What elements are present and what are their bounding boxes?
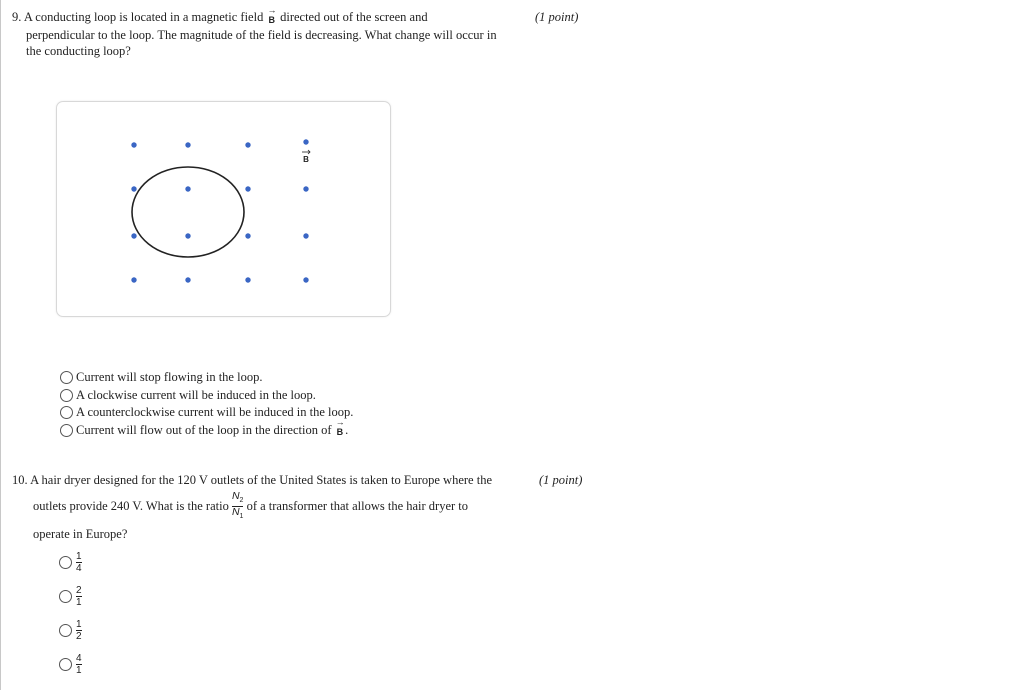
field-dot-icon	[245, 277, 250, 282]
q9-option-2-label: A clockwise current will be induced in the loop.	[76, 387, 316, 402]
question-10-line2	[33, 491, 553, 522]
magnetic-field-figure	[56, 101, 391, 317]
field-dot-icon	[303, 139, 308, 144]
question-10-line1: A hair dryer designed for the 120 V outlets of the United States is taken to Europe where the	[30, 473, 492, 487]
fraction-numerator: 4	[76, 653, 82, 664]
figure-b-label: B	[303, 155, 309, 164]
question-10-points: (1 point)	[539, 473, 583, 487]
field-dot-icon	[131, 277, 136, 282]
fraction-denominator: 2	[76, 631, 82, 642]
question-9-options	[60, 369, 353, 439]
radio-button-icon[interactable]	[60, 424, 73, 437]
question-9-line2: perpendicular to the loop. The magnitude of the field is decreasing. What change will occur in	[26, 27, 497, 42]
field-dot-icon	[245, 186, 250, 191]
ratio-den: N	[231, 506, 240, 519]
b-vector-symbol: → B	[266, 12, 277, 29]
q10-option-1[interactable]	[59, 551, 82, 574]
field-dot-icon	[185, 277, 190, 282]
question-9-number: 9.	[12, 10, 22, 24]
field-dot-icon	[245, 233, 250, 238]
question-10-text	[12, 472, 532, 489]
q9-option-2[interactable]	[60, 387, 353, 405]
question-10-number: 10.	[12, 473, 28, 487]
q9-option-3[interactable]	[60, 404, 353, 422]
field-dot-icon	[245, 142, 250, 147]
ratio-fraction	[232, 491, 244, 522]
q9-option-3-label: A counterclockwise current will be induced in the loop.	[76, 405, 354, 420]
question-10-line2-start: outlets provide 240 V. What is the ratio	[33, 499, 229, 514]
radio-button-icon[interactable]	[59, 556, 72, 569]
q10-option-3[interactable]	[59, 619, 82, 642]
field-dot-icon	[303, 277, 308, 282]
q10-option-4-fraction	[76, 653, 82, 676]
fraction-denominator: 1	[76, 597, 82, 608]
fraction-numerator: 1	[76, 619, 82, 630]
radio-button-icon[interactable]	[59, 624, 72, 637]
field-dot-icon	[131, 233, 136, 238]
fraction-denominator: 1	[76, 665, 82, 676]
field-dot-icon	[185, 186, 190, 191]
radio-button-icon[interactable]	[60, 371, 73, 384]
field-dots	[131, 139, 308, 282]
ratio-num: N	[231, 490, 240, 502]
question-10-line2-end: of a transformer that allows the hair dryer to	[246, 499, 469, 514]
field-dot-icon	[185, 142, 190, 147]
field-dot-icon	[303, 186, 308, 191]
question-9-text	[12, 9, 532, 60]
radio-button-icon[interactable]	[60, 389, 73, 402]
b-vector-symbol: → B	[335, 427, 346, 437]
q10-option-3-fraction	[76, 619, 82, 642]
radio-button-icon[interactable]	[60, 406, 73, 419]
field-dot-icon	[303, 233, 308, 238]
q9-option-4-end: .	[345, 422, 349, 437]
q9-option-1[interactable]	[60, 369, 353, 387]
q9-option-4[interactable]	[60, 422, 353, 440]
q9-option-4-label: Current will flow out of the loop in the direction of	[76, 422, 332, 437]
field-dot-icon	[131, 186, 136, 191]
question-9-line3: the conducting loop?	[26, 44, 131, 58]
question-9-points: (1 point)	[535, 10, 579, 24]
q10-option-1-fraction	[76, 551, 82, 574]
fraction-numerator: 2	[76, 585, 82, 596]
ratio-den-sub: 1	[239, 513, 244, 521]
conducting-loop	[132, 167, 244, 257]
page-left-border	[0, 0, 1, 690]
radio-button-icon[interactable]	[59, 658, 72, 671]
q9-option-1-label: Current will stop flowing in the loop.	[76, 370, 263, 385]
q10-option-4[interactable]	[59, 653, 82, 676]
radio-button-icon[interactable]	[59, 590, 72, 603]
field-dot-icon	[131, 142, 136, 147]
q10-option-2[interactable]	[59, 585, 82, 608]
question-9-line1-end: directed out of the screen and	[280, 10, 428, 24]
fraction-denominator: 4	[76, 563, 82, 574]
field-dot-icon	[185, 233, 190, 238]
q10-option-2-fraction	[76, 585, 82, 608]
fraction-numerator: 1	[76, 551, 82, 562]
question-9-line1: A conducting loop is located in a magnetic field	[23, 10, 264, 24]
ratio-num-sub: 2	[239, 497, 244, 505]
question-10-line3: operate in Europe?	[33, 527, 128, 541]
field-diagram	[57, 102, 390, 316]
